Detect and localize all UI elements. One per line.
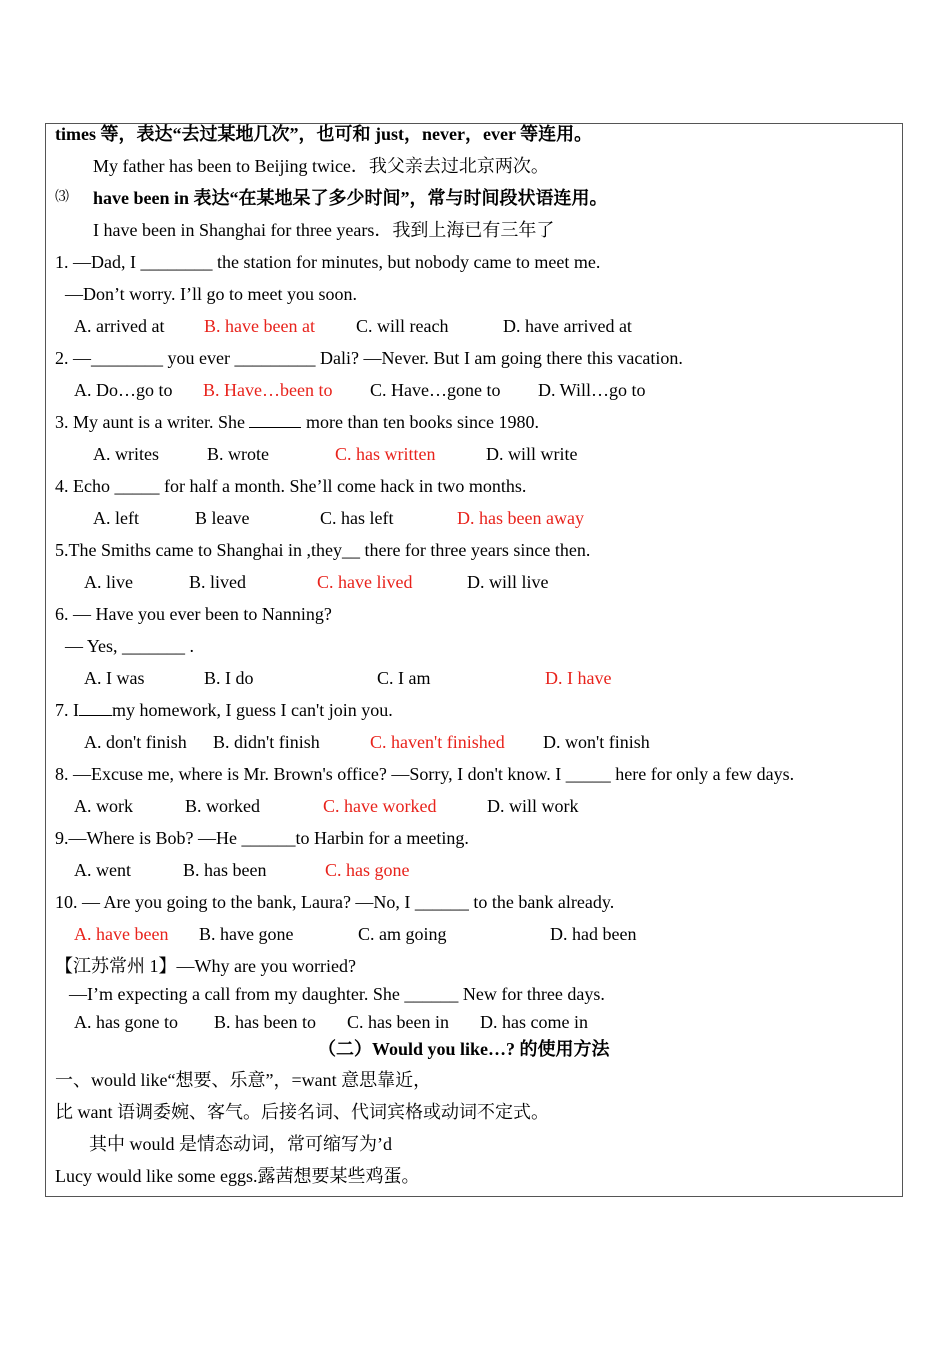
question-2-option-d[interactable]: D. Will…go to [538, 380, 646, 400]
question-3-option-d[interactable]: D. will write [486, 444, 578, 464]
question-4-option-a[interactable]: A. left [93, 508, 139, 528]
question-3-stem-start: 3. My aunt is a writer. She [55, 412, 250, 432]
extra-question-option-d[interactable]: D. has come in [480, 1012, 588, 1032]
question-1-option-d[interactable]: D. have arrived at [503, 316, 632, 336]
question-8-option-c[interactable]: C. have worked [323, 796, 437, 816]
question-6-stem-2: — Yes, _______ . [65, 636, 195, 656]
question-7-stem-end: my homework, I guess I can't join you. [112, 700, 393, 720]
question-7-stem-start: 7. I [55, 700, 79, 720]
section-2-line-4: Lucy would like some eggs.露茜想要某些鸡蛋。 [55, 1166, 420, 1186]
question-8-option-b[interactable]: B. worked [185, 796, 260, 816]
question-4-option-d[interactable]: D. has been away [457, 508, 584, 528]
section-2-title: （二）Would you like…? 的使用方法 [318, 1039, 610, 1059]
question-8-option-a[interactable]: A. work [74, 796, 133, 816]
note-number-3: ⑶ [55, 190, 69, 205]
section-2-line-3: 其中 would 是情态动词，常可缩写为’d [89, 1134, 392, 1154]
question-2-stem: 2. —________ you ever _________ Dali? —Never. But I am going there this vacation. [55, 348, 683, 368]
question-3-stem-end: more than ten books since 1980. [301, 412, 539, 432]
question-5-option-c[interactable]: C. have lived [317, 572, 413, 592]
question-5-stem: 5.The Smiths came to Shanghai in ,they__ there for three years since then. [55, 540, 591, 560]
section-2-line-1: 一、would like“想要、乐意”，=want 意思靠近， [55, 1070, 432, 1090]
note-line-1: times 等，表达“去过某地几次”，也可和 just，never，ever 等连用。 [55, 124, 593, 144]
question-4-stem: 4. Echo _____ for half a month. She’ll come hack in two months. [55, 476, 527, 496]
section-2-line-2: 比 want 语调委婉、客气。后接名词、代词宾格或动词不定式。 [55, 1102, 549, 1122]
question-3-stem [55, 411, 539, 433]
extra-question-stem: 【江苏常州 1】—Why are you worried? [55, 956, 356, 976]
extra-question-option-b[interactable]: B. has been to [214, 1012, 316, 1032]
note-line-2: My father has been to Beijing twice．我父亲去过北京两次。 [93, 156, 549, 176]
question-4-option-b[interactable]: B leave [195, 508, 250, 528]
question-1-stem: 1. —Dad, I ________ the station for minutes, but nobody came to meet me. [55, 252, 601, 272]
question-9-option-b[interactable]: B. has been [183, 860, 267, 880]
question-2-option-a[interactable]: A. Do…go to [74, 380, 173, 400]
question-1-option-c[interactable]: C. will reach [356, 316, 449, 336]
question-10-option-b[interactable]: B. have gone [199, 924, 294, 944]
question-2-option-b[interactable]: B. Have…been to [203, 380, 333, 400]
extra-question-option-a[interactable]: A. has gone to [74, 1012, 178, 1032]
question-3-option-c[interactable]: C. has written [335, 444, 436, 464]
question-4-option-c[interactable]: C. has left [320, 508, 394, 528]
question-8-stem: 8. —Excuse me, where is Mr. Brown's office? —Sorry, I don't know. I _____ here for only a few days. [55, 764, 795, 784]
question-3-option-a[interactable]: A. writes [93, 444, 159, 464]
question-1-stem-2: —Don’t worry. I’ll go to meet you soon. [65, 284, 357, 304]
question-5-option-d[interactable]: D. will live [467, 572, 549, 592]
question-3-blank [249, 411, 301, 428]
extra-question-stem-2: —I’m expecting a call from my daughter. She ______ New for three days. [69, 984, 605, 1004]
question-6-option-a[interactable]: A. I was [84, 668, 145, 688]
question-3-option-b[interactable]: B. wrote [207, 444, 269, 464]
question-10-stem: 10. — Are you going to the bank, Laura? —No, I ______ to the bank already. [55, 892, 615, 912]
question-7-option-a[interactable]: A. don't finish [84, 732, 187, 752]
extra-question-option-c[interactable]: C. has been in [347, 1012, 449, 1032]
note-line-3: have been in 表达“在某地呆了多少时间”，常与时间段状语连用。 [93, 188, 608, 208]
question-10-option-d[interactable]: D. had been [550, 924, 637, 944]
question-7-option-b[interactable]: B. didn't finish [213, 732, 320, 752]
question-10-option-a[interactable]: A. have been [74, 924, 169, 944]
question-6-stem: 6. — Have you ever been to Nanning? [55, 604, 332, 624]
question-8-option-d[interactable]: D. will work [487, 796, 579, 816]
question-9-stem: 9.—Where is Bob? —He ______to Harbin for a meeting. [55, 828, 469, 848]
question-5-option-a[interactable]: A. live [84, 572, 133, 592]
note-line-4: I have been in Shanghai for three years．我到上海已有三年了 [93, 220, 555, 240]
question-1-option-a[interactable]: A. arrived at [74, 316, 165, 336]
question-7-option-d[interactable]: D. won't finish [543, 732, 650, 752]
question-7-stem [55, 699, 393, 721]
question-10-option-c[interactable]: C. am going [358, 924, 447, 944]
question-9-option-c[interactable]: C. has gone [325, 860, 410, 880]
question-6-option-b[interactable]: B. I do [204, 668, 254, 688]
question-9-option-a[interactable]: A. went [74, 860, 131, 880]
question-6-option-c[interactable]: C. I am [377, 668, 431, 688]
question-6-option-d[interactable]: D. I have [545, 668, 612, 688]
question-5-option-b[interactable]: B. lived [189, 572, 246, 592]
question-7-blank [79, 699, 112, 716]
question-2-option-c[interactable]: C. Have…gone to [370, 380, 501, 400]
question-7-option-c[interactable]: C. haven't finished [370, 732, 505, 752]
question-1-option-b[interactable]: B. have been at [204, 316, 315, 336]
